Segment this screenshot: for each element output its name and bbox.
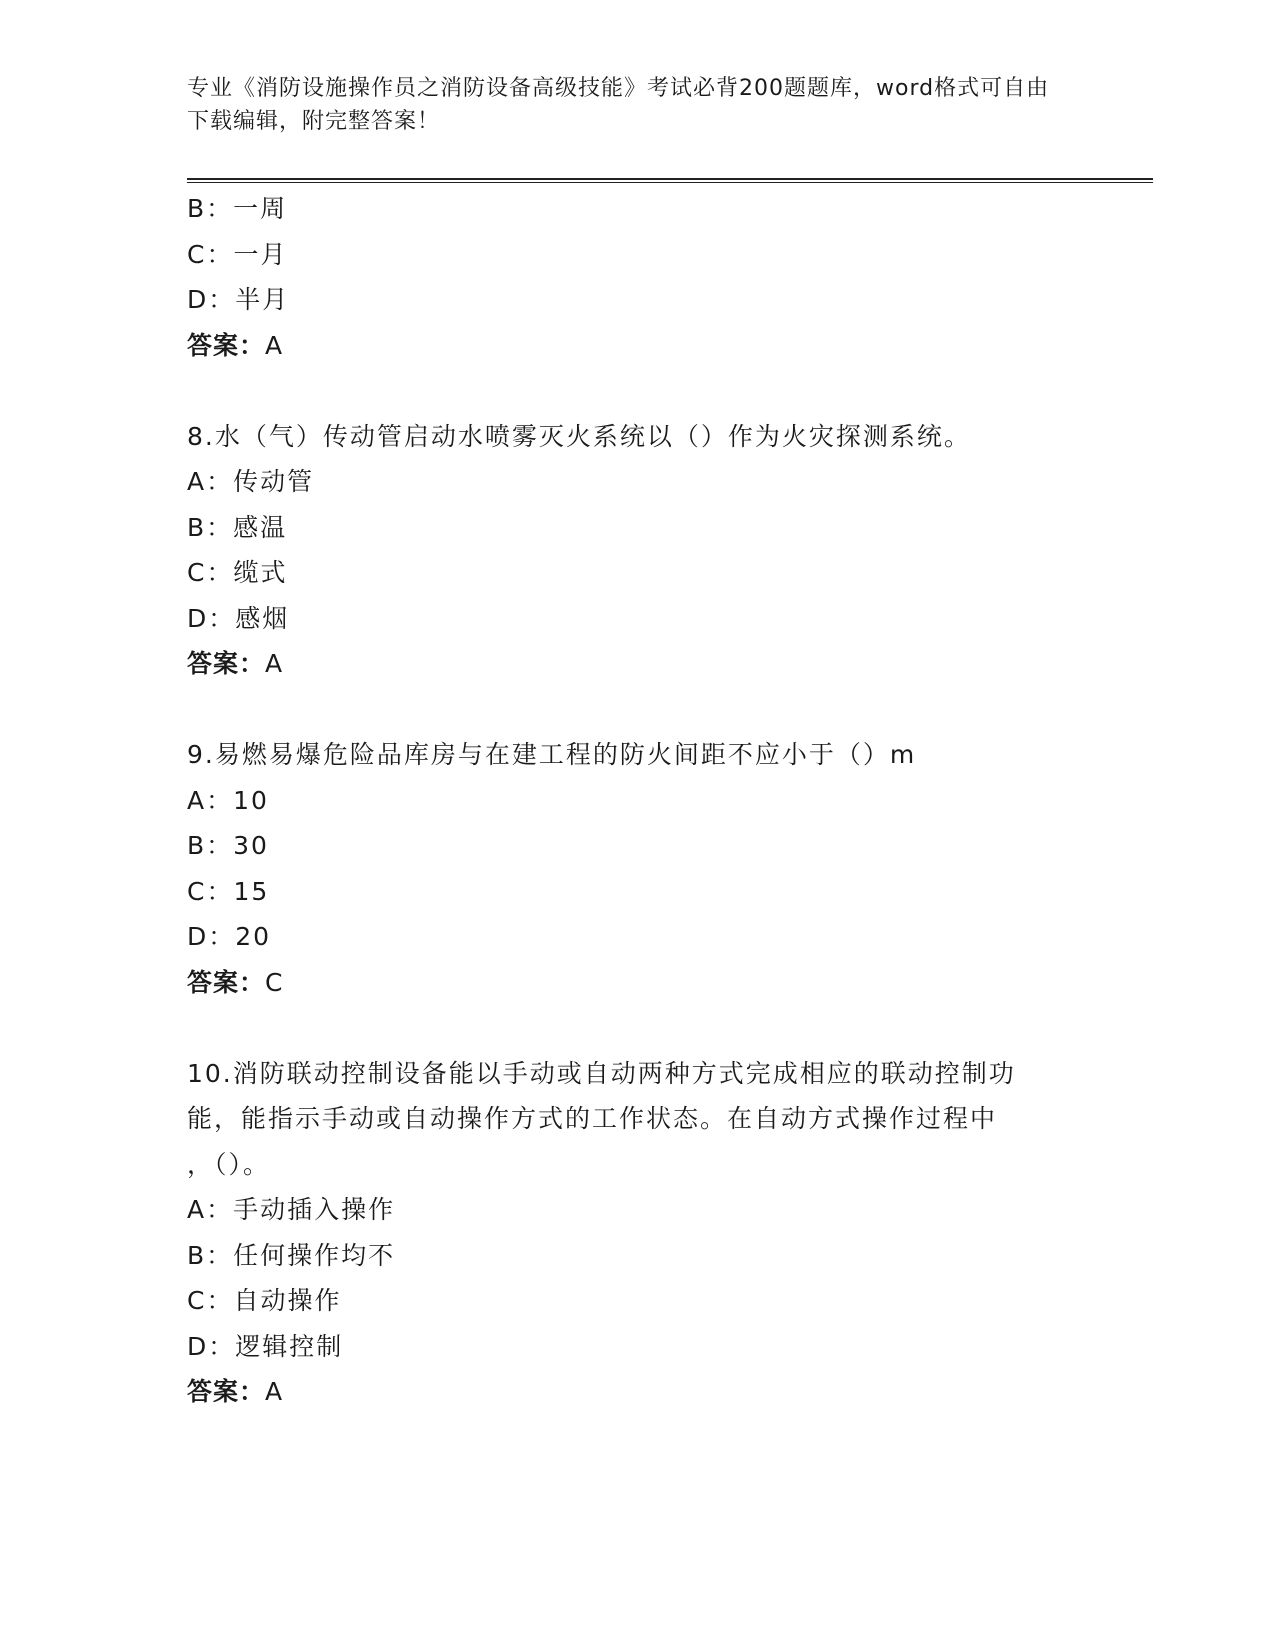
answer-line — [187, 1369, 1087, 1415]
option-d: D：半月 — [187, 285, 290, 314]
option-b: B：感温 — [187, 512, 288, 542]
answer-line — [187, 960, 1087, 1006]
spacer — [187, 687, 1087, 733]
question-stem: 9.易燃易爆危险品库房与在建工程的防火间距不应小于（）m — [187, 740, 917, 769]
option-b: B：一周 — [187, 194, 288, 223]
question-8 — [187, 414, 1087, 687]
question-list — [187, 186, 1087, 1415]
option-b: B：任何操作均不 — [187, 1240, 396, 1270]
answer-value: A — [265, 1377, 284, 1406]
option-c: C：15 — [187, 876, 270, 906]
option-c: C：缆式 — [187, 558, 288, 587]
answer-label: 答案： — [187, 330, 266, 360]
question-9 — [187, 732, 1087, 1005]
option-a: A：传动管 — [187, 467, 315, 496]
answer-value: A — [265, 330, 284, 360]
answer-line — [187, 641, 1087, 687]
spacer — [187, 368, 1087, 414]
option-c: C：一月 — [187, 239, 288, 269]
spacer — [187, 1005, 1087, 1051]
header-divider — [187, 178, 1153, 183]
document-header: 专业《消防设施操作员之消防设备高级技能》考试必背200题题库，word格式可自由下载编辑，附完整答案！ — [187, 76, 1050, 134]
question-stem-line-3: ，（）。 — [187, 1149, 271, 1179]
option-a: A：手动插入操作 — [187, 1195, 396, 1224]
option-a: A：10 — [187, 785, 269, 815]
answer-label: 答案： — [187, 1377, 266, 1406]
answer-value: A — [265, 649, 284, 678]
option-d: D：逻辑控制 — [187, 1331, 344, 1361]
answer-line — [187, 323, 1087, 369]
question-7-continued — [187, 186, 1087, 368]
question-stem: 8.水（气）传动管启动水喷雾灭火系统以（）作为火灾探测系统。 — [187, 421, 971, 451]
answer-label: 答案： — [187, 649, 266, 678]
answer-value: C — [265, 967, 284, 997]
option-c: C：自动操作 — [187, 1286, 342, 1315]
question-10 — [187, 1051, 1087, 1415]
question-stem-line-2: 能，能指示手动或自动操作方式的工作状态。在自动方式操作过程中 — [187, 1104, 998, 1133]
option-b: B：30 — [187, 831, 269, 860]
answer-label: 答案： — [187, 967, 266, 997]
option-d: D：感烟 — [187, 603, 290, 633]
option-d: D：20 — [187, 922, 272, 951]
question-stem-line-1: 10.消防联动控制设备能以手动或自动两种方式完成相应的联动控制功 — [187, 1058, 1016, 1088]
